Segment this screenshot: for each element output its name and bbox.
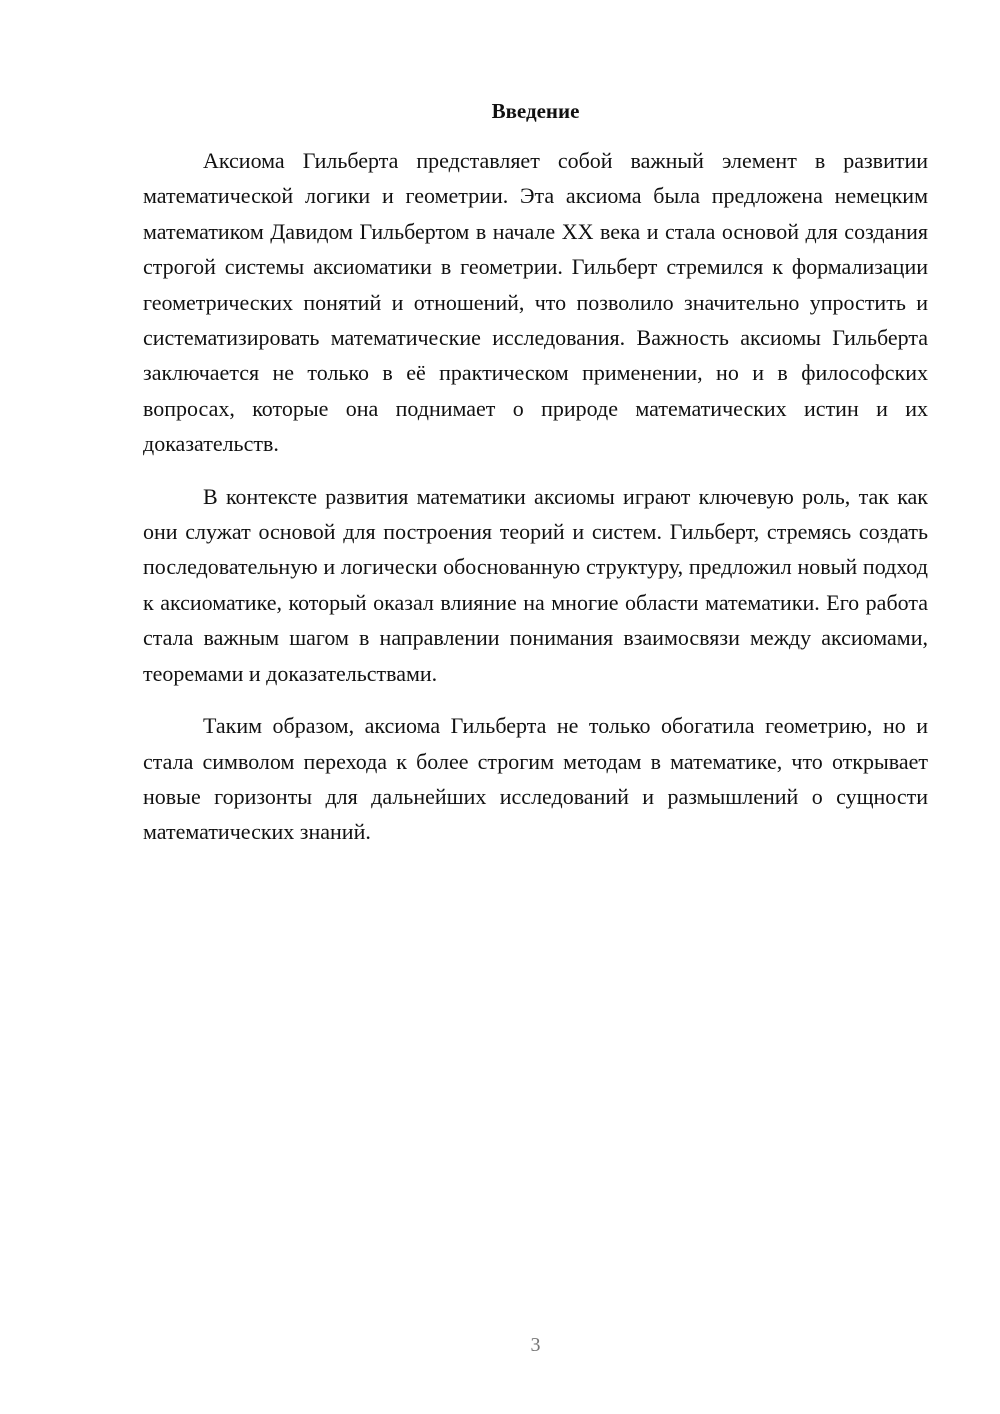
- body-text: [143, 143, 928, 850]
- page-number: 3: [530, 1334, 541, 1356]
- paragraph-3: Таким образом, аксиома Гильберта не только обогатила геометрию, но и стала символом перехода к более строгим методам в математике, что открывает новые горизонты для дальнейших исследований и размышлений о сущности математических знаний.: [143, 713, 928, 845]
- section-heading: Введение: [491, 99, 580, 123]
- paragraph-1: Аксиома Гильберта представляет собой важный элемент в развитии математической логики и геометрии. Эта аксиома была предложена немецким математиком Давидом Гильбертом в начале XX века и стала основой для создания строгой системы аксиоматики в геометрии. Гильберт стремился к формализации геометрических понятий и отношений, что позволило значительно упростить и систематизировать математические исследования. Важность аксиомы Гильберта заключается не только в её практическом применении, но и в философских вопросах, которые она поднимает о природе математических истин и их доказательств.: [143, 148, 928, 457]
- paragraph-2: В контексте развития математики аксиомы играют ключевую роль, так как они служат основой для построения теорий и систем. Гильберт, стремясь создать последовательную и логически обоснованную структуру, предложил новый подход к аксиоматике, который оказал влияние на многие области математики. Его работа стала важным шагом в направлении понимания взаимосвязи между аксиомами, теоремами и доказательствами.: [143, 483, 928, 686]
